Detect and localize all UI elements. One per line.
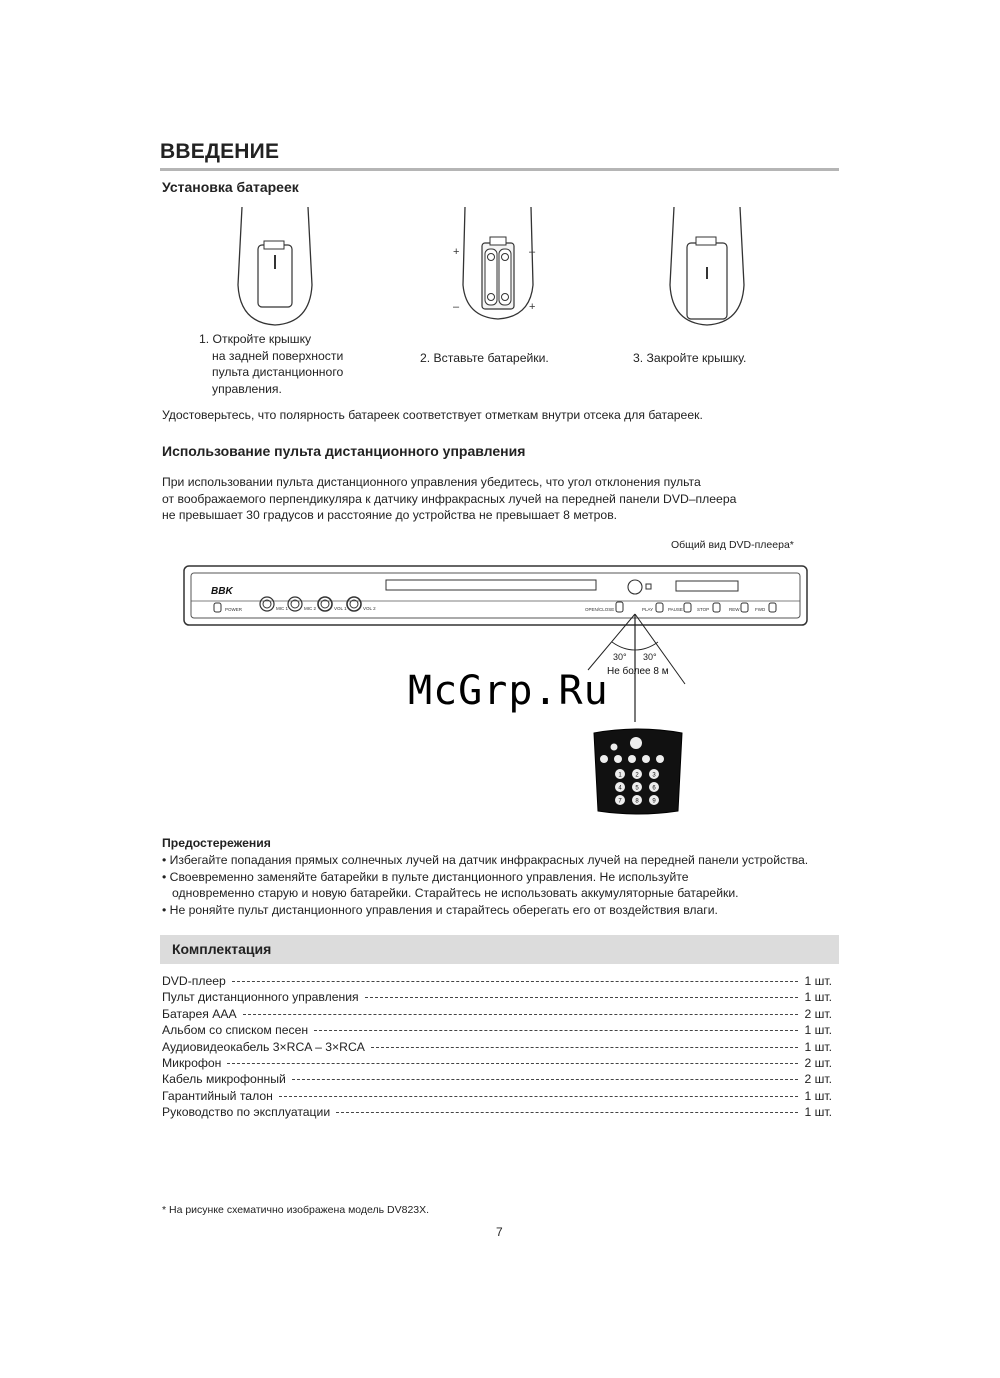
remote-key-label: 8 bbox=[635, 798, 639, 805]
package-item bbox=[162, 1105, 832, 1121]
open-close-label: OPEN/CLOSE bbox=[585, 607, 615, 612]
power-label: POWER bbox=[225, 607, 243, 612]
pause-label: PAUSE bbox=[668, 607, 683, 612]
polarity-note: Удостоверьтесь, что полярность батареек соответствует отметкам внутри отсека для батареек. bbox=[162, 408, 703, 422]
remote-batteries-illustration bbox=[448, 205, 548, 325]
leader-dots bbox=[243, 1014, 799, 1015]
footnote: * На рисунке схематично изображена модель DV823X. bbox=[162, 1204, 430, 1216]
step2-caption: 2. Вставьте батарейки. bbox=[420, 351, 549, 365]
remote-use-heading: Использование пульта дистанционного управления bbox=[162, 443, 526, 459]
leader-dots bbox=[365, 997, 799, 998]
remote-key-label: 4 bbox=[618, 785, 622, 792]
package-item bbox=[162, 1056, 832, 1072]
package-item-name: Аудиовидеокабель 3×RCA – 3×RCA bbox=[162, 1039, 365, 1054]
package-item bbox=[162, 1023, 832, 1039]
remote-key-label: 6 bbox=[652, 785, 656, 792]
remote-front-illustration bbox=[588, 727, 688, 817]
dvd-player-illustration bbox=[183, 565, 808, 627]
package-item-qty: 1 шт. bbox=[804, 990, 832, 1005]
leader-dots bbox=[371, 1047, 799, 1048]
page-title: ВВЕДЕНИЕ bbox=[160, 140, 280, 163]
warning-item: одновременно старую и новую батарейки. Старайтесь не использовать аккумуляторные батарейки. bbox=[172, 886, 739, 900]
package-heading-bar bbox=[160, 935, 839, 964]
remote-key-label: 9 bbox=[652, 798, 656, 805]
remote-key-label: 1 bbox=[618, 772, 622, 779]
remote-key-label: 7 bbox=[618, 798, 622, 805]
package-item-name: Руководство по эксплуатации bbox=[162, 1105, 331, 1120]
warning-item: • Не роняйте пульт дистанционного управления и старайтесь оберегать его от воздействия влаги. bbox=[162, 902, 718, 917]
package-item bbox=[162, 1040, 832, 1056]
remote-back-closed-illustration bbox=[662, 205, 752, 330]
package-heading: Комплектация bbox=[172, 941, 272, 957]
package-item bbox=[162, 990, 832, 1006]
warnings-list bbox=[162, 852, 808, 918]
mic1-label: MIC 1 bbox=[276, 606, 289, 611]
title-divider bbox=[160, 168, 839, 171]
figure-caption: Общий вид DVD-плеера* bbox=[671, 539, 794, 551]
package-item-name: Альбом со списком песен bbox=[162, 1023, 309, 1038]
package-item-qty: 1 шт. bbox=[804, 1023, 832, 1038]
package-item-name: Батарея ААА bbox=[162, 1006, 237, 1021]
remote-back-open-illustration bbox=[230, 205, 320, 330]
package-item-name: Пульт дистанционного управления bbox=[162, 990, 359, 1005]
warning-item: • Своевременно заменяйте батарейки в пульте дистанционного управления. Не используйте bbox=[162, 869, 689, 884]
stop-label: STOP bbox=[697, 607, 710, 612]
brand-logo: BBK bbox=[211, 586, 233, 597]
rew-label: REW bbox=[729, 607, 740, 612]
package-item-qty: 2 шт. bbox=[804, 1006, 832, 1021]
package-item-name: DVD-плеер bbox=[162, 974, 226, 988]
package-item-qty: 1 шт. bbox=[804, 1105, 832, 1120]
remote-use-text: При использовании пульта дистанционного управления убедитесь, что угол отклонения пульта от воображаемого перпендикуляра к датчику инфракрасных лучей на передней панели DVD–плеера не превышает 30 градусов и расстояние до устройства не превышает 8 метров. bbox=[162, 475, 737, 522]
leader-dots bbox=[314, 1030, 798, 1031]
vol1-label: VOL 1 bbox=[334, 606, 347, 611]
package-item-qty: 1 шт. bbox=[804, 1039, 832, 1054]
package-item-name: Гарантийный талон bbox=[162, 1088, 273, 1103]
step3-caption: 3. Закройте крышку. bbox=[633, 351, 747, 365]
polarity-minus-bottom: – bbox=[453, 301, 460, 313]
package-item bbox=[162, 974, 832, 990]
remote-key-label: 5 bbox=[635, 785, 639, 792]
leader-dots bbox=[336, 1112, 798, 1113]
warning-item: • Избегайте попадания прямых солнечных лучей на датчик инфракрасных лучей на передней панели устройства. bbox=[162, 853, 809, 867]
package-item-name: Кабель микрофонный bbox=[162, 1072, 286, 1087]
remote-key-label: 3 bbox=[652, 772, 656, 779]
package-item bbox=[162, 1007, 832, 1023]
package-item-qty: 1 шт. bbox=[804, 1088, 832, 1103]
vol2-label: VOL 2 bbox=[363, 606, 376, 611]
leader-dots bbox=[232, 981, 799, 982]
fwd-label: FWD bbox=[755, 607, 766, 612]
polarity-minus-top: – bbox=[529, 246, 536, 258]
batteries-heading: Установка батареек bbox=[162, 179, 299, 195]
leader-dots bbox=[279, 1096, 799, 1097]
warnings-heading: Предостережения bbox=[162, 836, 271, 850]
package-item bbox=[162, 1072, 832, 1088]
leader-dots bbox=[292, 1079, 799, 1080]
package-item bbox=[162, 1089, 832, 1105]
polarity-plus-top: + bbox=[453, 246, 460, 258]
mic2-label: MIC 2 bbox=[304, 606, 317, 611]
watermark: McGrp.Ru bbox=[408, 668, 609, 714]
distance-label: Не более 8 м bbox=[607, 666, 669, 677]
package-item-qty: 2 шт. bbox=[804, 1072, 832, 1087]
angle-left: 30° bbox=[613, 652, 627, 662]
leader-dots bbox=[227, 1063, 798, 1064]
page-number: 7 bbox=[496, 1225, 503, 1239]
polarity-plus-bottom: + bbox=[529, 301, 536, 313]
package-item-qty: 2 шт. bbox=[804, 1056, 832, 1070]
remote-key-label: 2 bbox=[635, 772, 639, 779]
package-item-name: Микрофон bbox=[162, 1056, 222, 1070]
step1-caption: 1. Откройте крышку на задней поверхности пульта дистанционного управления. bbox=[199, 332, 344, 396]
package-item-qty: 1 шт. bbox=[804, 974, 832, 988]
angle-right: 30° bbox=[643, 652, 657, 662]
play-label: PLAY bbox=[642, 607, 654, 612]
left-angle-line bbox=[588, 614, 635, 670]
